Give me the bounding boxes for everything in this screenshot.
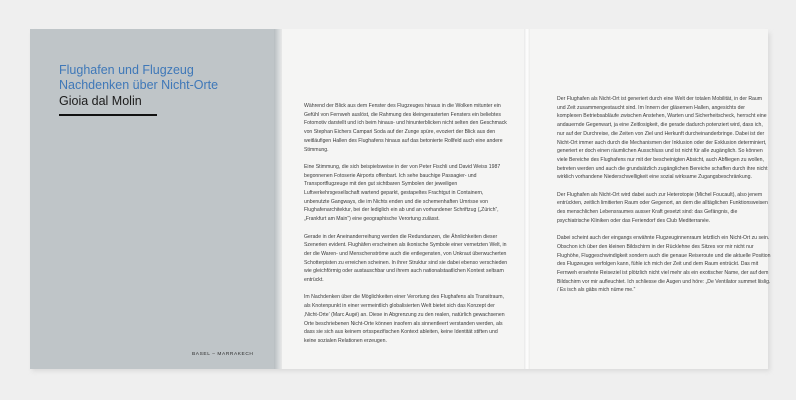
right-paragraph-1: Der Flughafen als Nicht-Ort ist generiert durch eine Welt der totalen Mobilität, in der Raum und Zeit zusammengestaucht sind. Im Innern der gläsernen Hallen, angesichts der komplexen Betriebsabläufe zwischen Anstehen, Warten und Sicherheitscheck, herrscht eine andauernde Gegenwart, ja eine Zeitlosigkeit, die gerade dadurch potenziert wird, dass ich, nur auf der Durchreise, die Zeiten von Ziel und Herkunft durcheinanderbringe. Dabei ist der Nicht-Ort immer auch durch die Mechanismen der Inklusion oder der Exklusion determiniert, generiert er doch einen räumlichen Ausschluss und ist nicht für alle zugänglich. So können viele Bereiche des Flughafens nur mit der bescheinigten Absicht, auch Abfliegen zu wollen, betreten werden und auch die grundsätzlich zugänglichen Bereiche schaffen durch ihre nicht wirklich vorhandene Niederschwelligkeit eine sozial wirksame Zugangsbeschränkung. — [557, 96, 768, 181]
right-paragraph-2: Der Flughafen als Nicht-Ort wird dabei auch zur Heterotopie (Michel Foucault), also jenem entrückten, zeitlich limitierten Raum oder Gegenort, an dem die alltäglichen Funktionsweisen des menschlichen Lebensraumes ausser Kraft gesetzt sind: das Gefängnis, die psychiatrische Kliniken oder das Feriendorf des Club Mediterranée. — [557, 191, 768, 224]
right-paragraph-3: Dabei scheint auch der eingangs erwähnte Flugzeuginnenraum letztlich ein Nicht-Ort zu sein. Obschon ich über den kleinen Bildschirm in der Rücklehne des Sitzes vor mir nicht nur Flughöhe, Fluggeschwindigkeit sondern auch die genaue Reiseroute und die aktuelle Position des Flugzeuges verfolgen kann, fühle ich mich der Zeit und dem Raum entrückt. Das mit Fernweh ersehnte Reiseziel ist plötzlich nicht viel mehr als ein exotischer Name, der auf dem Bildschirm vor mir aufleuchtet. Ich schliesse die Augen und höre: „De Ventilator summet liislig. / Es isch als gäbs mich nüme me.“ — [557, 235, 771, 294]
middle-text-column — [304, 102, 508, 354]
author-name: Gioia dal Molin — [59, 94, 142, 108]
middle-paragraph-3: Gerade in der Aneinanderreihung werden die Redundanzen, die Ähnlichkeiten dieser Szenerien evident. Flughäfen erscheinen als ikonische Symbole einer vernetzten Welt, in der die Waren- und Menschenströme auch die entlegensten, von Unkraut überwucherten Schotterpisten zu erreichen scheinen. In ihrer Struktur sind sie dabei ebenso verschieden wie gleichförmig oder austauschbar und ihrem auch nationalstaatlichen Kontext seltsam entrückt. — [304, 233, 508, 284]
title-line-2: Nachdenken über Nicht-Orte — [59, 78, 219, 92]
middle-paragraph-4: Im Nachdenken über die Möglichkeiten einer Verortung des Flughafens als Transitraum, als Knotenpunkt in einer vermeintlich globalisierten Welt bietet sich das Konzept der ‚Nicht-Orte‘ (Marc Augé) an. Diese in Abgrenzung zu den realen, natürlich gewachsenen Orte beschriebenen Nicht-Orte können insofern als sinnentleert verstanden werden, als dass sie sich aus keinem ortsspezifischen Kontext ableiten, keine Identität stiften und keine sozialen Relationen erzeugen. — [304, 294, 505, 344]
middle-paragraph-1: Während der Blick aus dem Fenster des Flugzeuges hinaus in die Wolken mitunter ein Gefühl von Fernweh auslöst, die Rahmung des kleingerasterten Fensters ein beliebtes Fotomotiv darstellt und ich beim hinaus- und hinunterblicken nicht selten den Geschmack von Stephan Eichers Campari Soda auf der Zunge spüre, evoziert der Blick aus den weitläufigen Hallen des Flughafens hinaus auf das betonierte Rollfeld auch eine andere Stimmung. — [304, 103, 507, 153]
page-fold — [524, 29, 530, 369]
right-text-column — [557, 95, 771, 304]
title-block — [59, 63, 269, 109]
booklet-spread — [30, 29, 771, 369]
page-footer: BASEL – MARRAKECH — [192, 352, 254, 357]
middle-paragraph-2: Eine Stimmung, die sich beispielsweise in der von Peter Fischli und David Weiss 1987 begonnenen Fotoserie Airports offenbart. Ich sehe bauchige Passagier- und Transportflugzeuge mit den gut sichtbaren Symbolen der jeweiligen Luftverkehrsgesellschaft wartend geparkt, gestapeltes Frachtgut in Containern, unbenutzte Gangways, die im Nichts enden und die schemenhaften Umrisse von Flughafenarchitektur, bei der lediglich ein ab und an vorhandener Schriftzug („Zürich“, „Frankfurt am Main“) eine geographische Verortung zulässt. — [304, 163, 501, 223]
title-underline — [59, 114, 157, 116]
left-gutter — [274, 29, 282, 369]
title-line-1: Flughafen und Flugzeug — [59, 63, 194, 77]
